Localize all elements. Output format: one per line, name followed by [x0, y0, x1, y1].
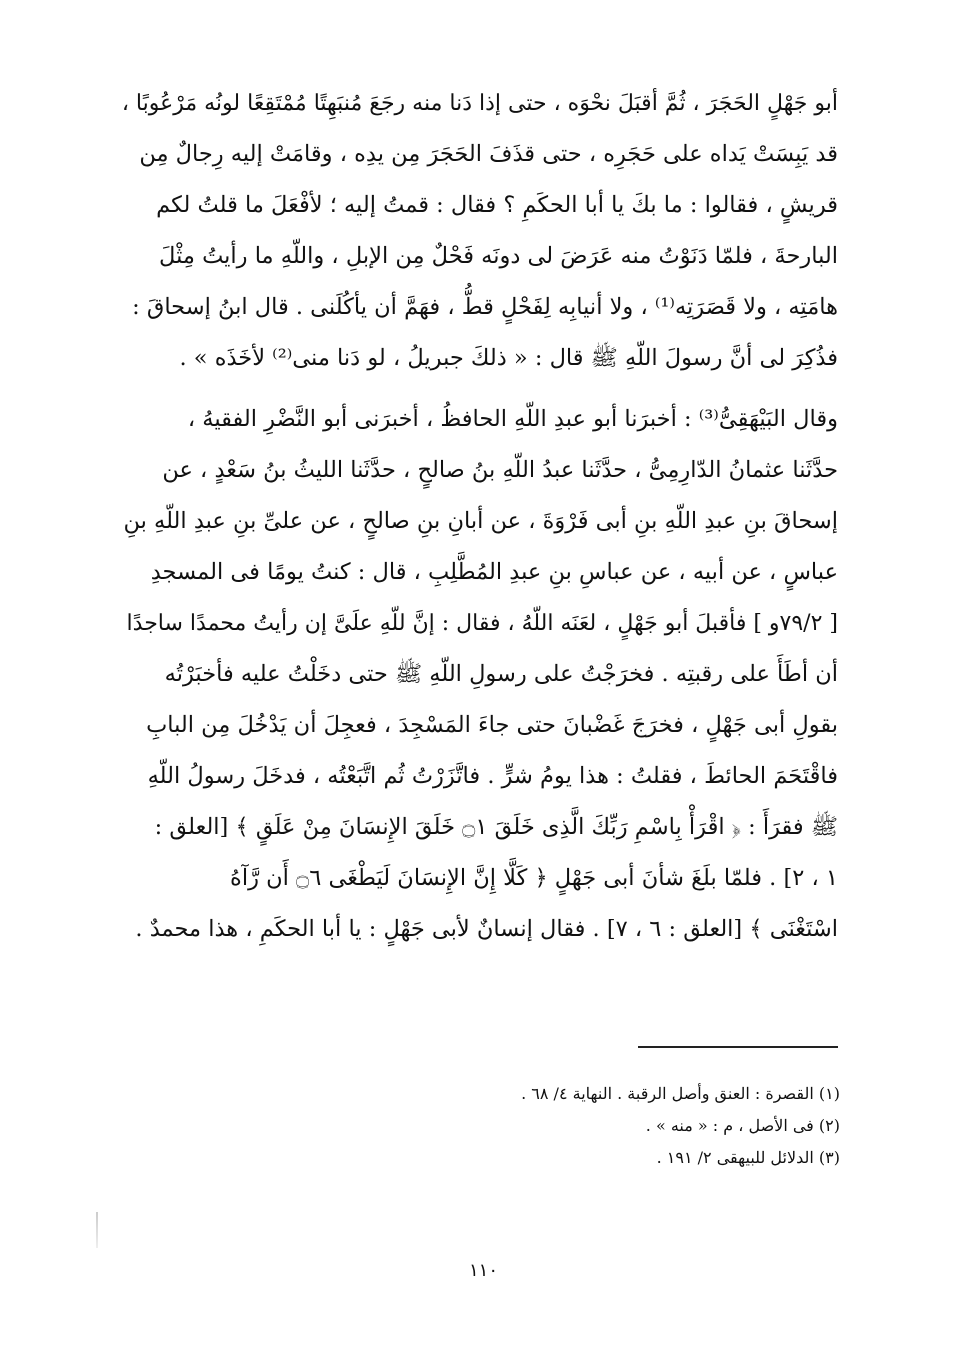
text-line: البارحةَ ، فلمّا دَنَوْتُ منه عَرَضَ لى دونَه فَحْلٌ مِن الإبلِ ، واللّهِ ما رأيتُ مِثْلَ: [159, 243, 838, 269]
text-line: أن أطَأَ على رقبتِه . فخرَجْتُ على رسولِ اللّهِ ﷺ حتى دخَلْتُ عليه فأخبَرْتُه: [164, 661, 838, 687]
text-line: [ ٧٩/٢و ] فأقبلَ أبو جَهْلٍ ، لعَنَه اللّهُ ، فقال : إنَّ للّهِ علَىَّ إن رأيتُ محمدًا ساجدًا: [126, 611, 838, 636]
text-line: ١ ، ٢] . فلمّا بلَغَ شأنَ أبى جَهْلٍ ﴿ كَلَّا إِنَّ الإِنسَانَ لَيَطْغَى ۝٦ أَن رَّآهُ: [230, 865, 838, 891]
footnote-divider: [638, 1046, 838, 1048]
text-line: وقال البَيْهَقِىُّ⁽³⁾ : أخبرَنا أبو عبدِ اللّهِ الحافظُ ، أخبرَنى أبو النَّضْرِ الفقيهُ ،: [187, 406, 838, 432]
text-line: أبو جَهْلٍ الحَجَرَ ، ثُمَّ أقبَلَ نحْوَه ، حتى إذا دَنا منه رجَعَ مُنبَهِتًا مُمْتَقِعًا لونُه مَرْعُوبًا ،: [121, 91, 838, 116]
text-line: قد يَبِسَتْ يَداه على حَجَرِه ، حتى قذَفَ الحَجَرَ مِن يدِه ، وقامَتْ إليه رِجالٌ مِن: [139, 141, 838, 167]
paragraph-1: [118, 78, 838, 384]
text-line: فاقْتَحَمَ الحائطَ ، فقلتُ : هذا يومُ شرٍّ . فاتَّزَرْتُ ثُم اتَّبَعْتُه ، فدخَلَ رسولُ اللّهِ: [147, 763, 838, 789]
text-line: فذُكِرَ لى أنَّ رسولَ اللّهِ ﷺ قال : « ذلكَ جبريلُ ، لو دَنا منى⁽²⁾ لأخَذَه » .: [179, 345, 838, 371]
text-line: هامَتِه ، ولا قَصَرَتِه⁽¹⁾ ، ولا أنيابِه لِفَحْلٍ قطُّ ، فهَمَّ أن يأكُلَنى . قال ابنُ إسحاقَ :: [132, 294, 838, 320]
footnote-2: (٢) فى الأصل ، م : « منه » .: [645, 1116, 840, 1135]
scan-margin-mark: [96, 1212, 98, 1248]
text-line: حدَّثَنا عثمانُ الدّارِمِىُّ ، حدَّثَنا عبدُ اللّهِ بنُ صالحٍ ، حدَّثَنا الليثُ بنُ سَعْدٍ ، عن: [162, 457, 838, 483]
text-line: إسحاقَ بنِ عبدِ اللّهِ بنِ أبى فَرْوَةَ ، عن أبانِ بنِ صالحٍ ، عن علىِّ بنِ عبدِ اللّهِ بنِ: [123, 508, 838, 534]
paragraph-spacer: [118, 384, 838, 394]
text-line: ﷺ فقرَأَ : ﴿ اقْرَأْ بِاسْمِ رَبِّكَ الَّذِى خَلَقَ ۝١ خَلَقَ الإِنسَانَ مِنْ عَلَقٍ ﴾ [العلق :: [154, 814, 838, 840]
paragraph-2: [118, 394, 838, 955]
footnotes: [400, 1078, 840, 1174]
main-text-block: [118, 78, 838, 955]
page-number: ١١٠: [468, 1260, 498, 1281]
footnote-3: (٣) الدلائل للبيهقى ٢/ ١٩١ .: [656, 1148, 840, 1167]
text-line: قريشٍ ، فقالوا : ما بكَ يا أبا الحكَمِ ؟ فقال : قمتُ إليه ؛ لأفْعَلَ ما قلتُ لكم: [156, 192, 838, 218]
footnote-1: (١) القصرة : العنق وأصل الرقبة . النهاية ٤/ ٦٨ .: [521, 1084, 840, 1103]
text-line: اسْتَغْنَى ﴾ [العلق : ٦ ، ٧] . فقال إنسانٌ لأبى جَهْلٍ : يا أبا الحكَمِ ، هذا محمدٌ .: [135, 916, 838, 942]
text-line: عباسٍ ، عن أبيه ، عن عباسِ بنِ عبدِ المُطَّلِبِ ، قال : كنتُ يومًا فى المسجدِ: [150, 559, 838, 585]
text-line: بقولِ أبى جَهْلٍ ، فخرَجَ غَضْبانَ حتى جاءَ المَسْجِدَ ، فعجِلَ أن يَدْخُلَ مِن البابِ: [146, 712, 838, 738]
